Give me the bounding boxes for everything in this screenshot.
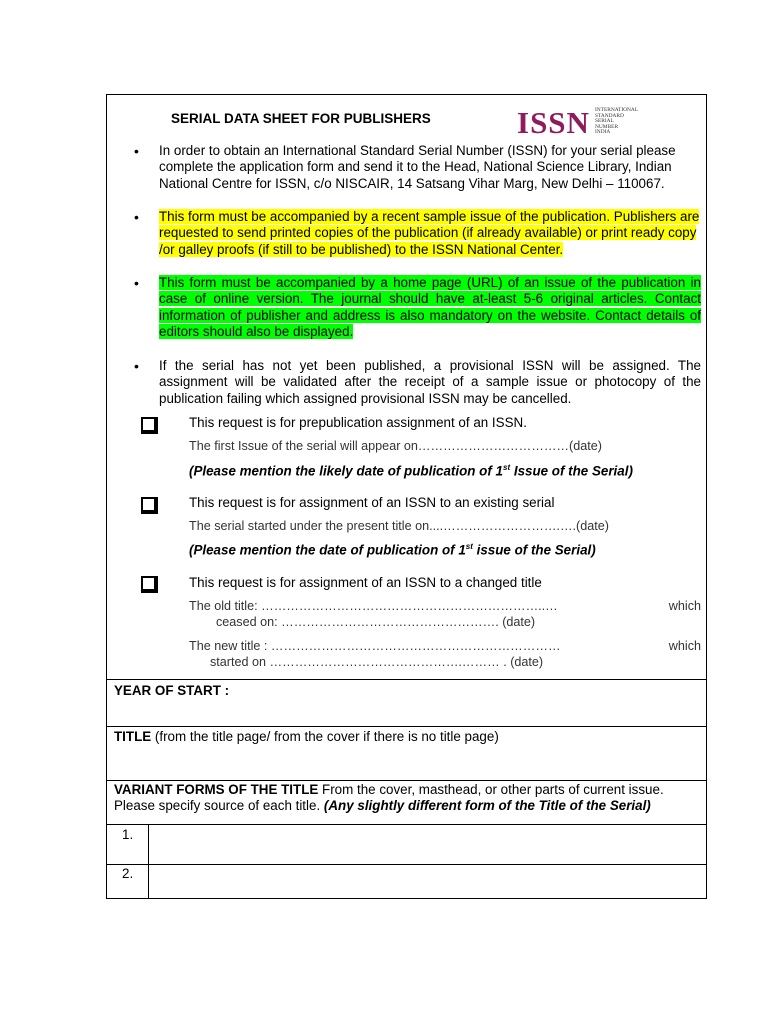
serial-start-date-field[interactable]: The serial started under the present title on....……………………….….(date) bbox=[189, 519, 609, 533]
variant-title-input-2[interactable] bbox=[149, 865, 705, 898]
sample-issue-paragraph: This form must be accompanied by a recent sample issue of the publication. Publishers are requested to send printed copies of the publication (if already available) or print ready copy /or galley proofs (if still to be published) to the ISSN National Center. bbox=[159, 209, 700, 257]
bullet-icon: • bbox=[134, 358, 139, 374]
old-title-field[interactable]: The old title: …………………………………………………………..… which bbox=[189, 599, 701, 613]
instruction-paragraph: In order to obtain an International Standard Serial Number (ISSN) for your serial please complete the application form and send it to the Head, National Science Library, Indian National Centre for ISSN, c/o NISCAIR, 14 Satsang Vihar Marg, New Delhi – 110067. bbox=[159, 143, 676, 191]
existing-serial-checkbox[interactable] bbox=[141, 497, 158, 514]
new-title-field[interactable]: The new title : …………………………………………………………… which bbox=[189, 639, 701, 653]
existing-serial-label: This request is for assignment of an ISSN to an existing serial bbox=[189, 495, 555, 510]
year-of-start-label: YEAR OF START : bbox=[114, 683, 230, 698]
title-field-label: TITLE (from the title page/ from the cover if there is no title page) bbox=[114, 729, 499, 744]
existing-serial-note: (Please mention the date of publication of 1st issue of the Serial) bbox=[189, 542, 596, 558]
issn-logo-caption: INTERNATIONAL STANDARD SERIAL NUMBER INDIA bbox=[595, 107, 639, 136]
prepublication-label: This request is for prepublication assignment of an ISSN. bbox=[189, 415, 527, 430]
issn-logo bbox=[517, 107, 667, 139]
changed-title-label: This request is for assignment of an ISSN to a changed title bbox=[189, 575, 542, 590]
variant-title-input-1[interactable] bbox=[149, 825, 705, 863]
prepublication-checkbox[interactable] bbox=[141, 417, 158, 434]
serial-data-sheet bbox=[106, 94, 707, 899]
issn-logo-mark: ISSN bbox=[517, 105, 590, 140]
provisional-issn-paragraph: If the serial has not yet been published, a provisional ISSN will be assigned. The assignment will be validated after the receipt of a sample issue or photocopy of the publication failing which assigned provisional ISSN may be cancelled. bbox=[159, 358, 701, 406]
started-on-field[interactable]: started on ……………………………………….……… . (date) bbox=[210, 655, 544, 669]
changed-title-checkbox[interactable] bbox=[141, 576, 158, 593]
online-version-paragraph: This form must be accompanied by a home page (URL) of an issue of the publication in case of online version. The journal should have at-least 5-6 original articles. Contact information of publisher and address is also mandatory on the website. Contact details of editors should also be displayed. bbox=[159, 275, 701, 340]
variant-row-number: 2. bbox=[122, 866, 134, 881]
bullet-icon: • bbox=[134, 275, 139, 291]
divider bbox=[107, 726, 706, 727]
divider bbox=[107, 780, 706, 781]
ceased-on-field[interactable]: ceased on: ……………………………………………. (date) bbox=[216, 615, 536, 629]
first-issue-date-field[interactable]: The first Issue of the serial will appear on………………………………(date) bbox=[189, 439, 602, 453]
page-title: SERIAL DATA SHEET FOR PUBLISHERS bbox=[171, 111, 431, 126]
variant-forms-label: VARIANT FORMS OF THE TITLE From the cover, masthead, or other parts of current issue. Please specify source of each title. (Any slightly different form of the Title of the Serial) bbox=[114, 782, 664, 814]
variant-row-number: 1. bbox=[122, 827, 134, 842]
bullet-icon: • bbox=[134, 209, 139, 225]
divider bbox=[107, 679, 706, 680]
bullet-icon: • bbox=[134, 143, 139, 159]
prepublication-note: (Please mention the likely date of publication of 1st Issue of the Serial) bbox=[189, 463, 633, 479]
